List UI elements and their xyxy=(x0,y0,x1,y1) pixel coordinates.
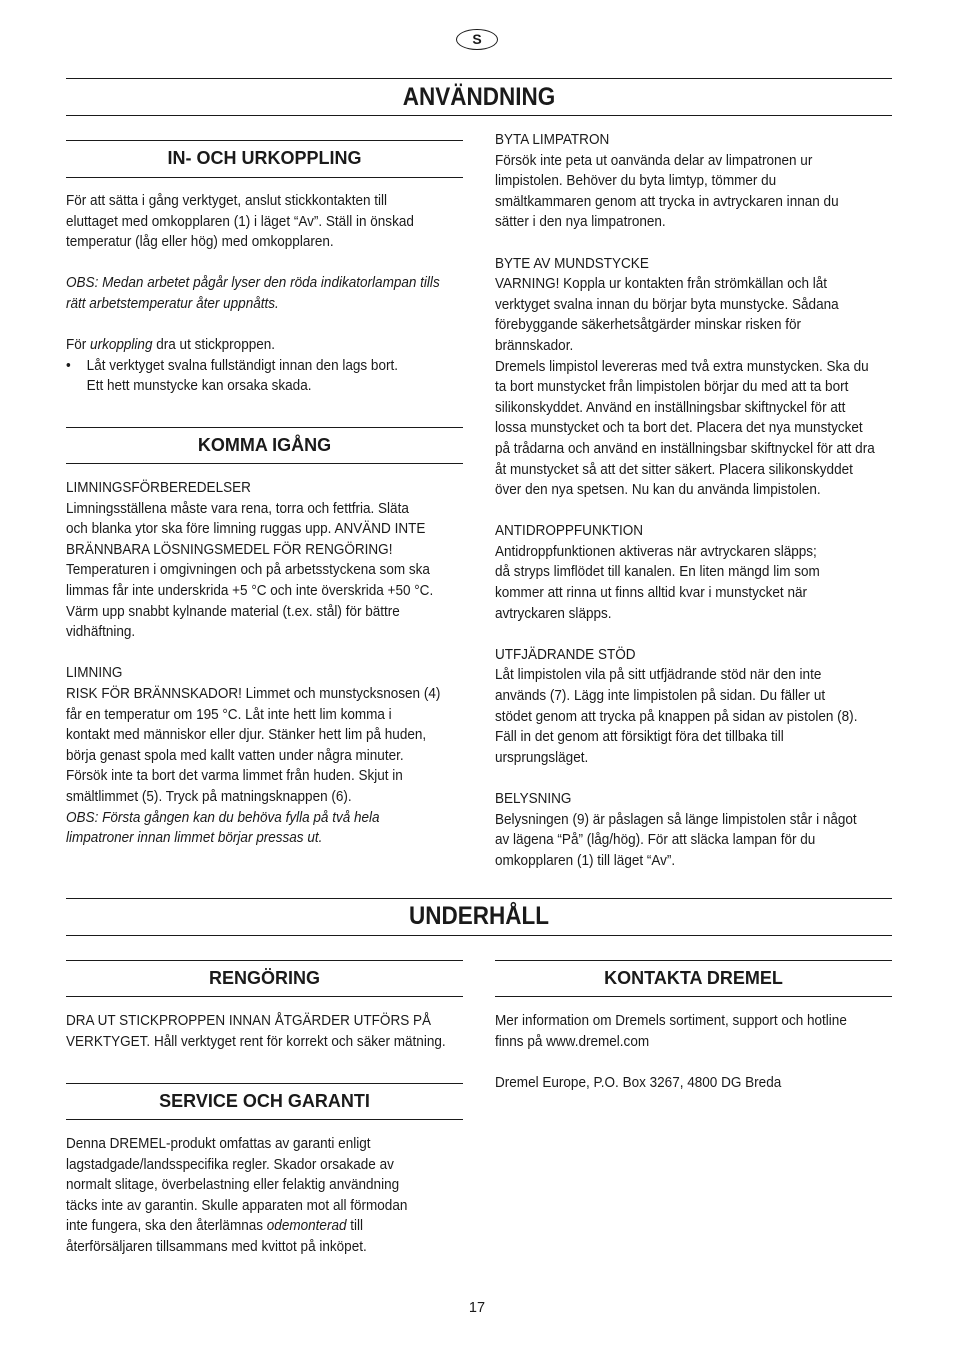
switching-text: För att sätta i gång verktyget, anslut stickkontakten till eluttaget med omkopplaren (1) i läget “Av”. Ställ in önskad temperatur (låg eller hög) med omkopplaren. OBS: Medan arbetet pågår lyser den röda indikatorlampan tills rätt arbetstemperatur åter uppnåtts. För urkoppling dra ut stickproppen. • Låt verktyget svalna fullständigt innan den lags bort. Ett hett munstycke kan orsaka skada. xyxy=(66,193,440,395)
heading-rule xyxy=(495,996,892,997)
section-rule-bottom xyxy=(66,935,892,936)
page-number: 17 xyxy=(468,1300,486,1316)
getting-started-text: LIMNINGSFÖRBEREDELSER Limningsställena måste vara rena, torra och fettfria. Släta och blanka ytor ska före limning ruggas upp. ANVÄND INTE BRÄNNBARA LÖSNINGSMEDEL FÖR RENGÖRING! Temperaturen i omgivningen och på arbetsstyckena som ska limmas får inte underskrida +5 °C och inte överskrida +50 °C. Värm upp snabbt kylnande material (t.ex. stål) för bättre vidhäftning. LIMNING RISK FÖR BRÄNNSKADOR! Limmet och munstycksnosen (4) får en temperatur om 195 °C. Låt inte hett lim komma i kontakt med människor eller djur. Stänker hett lim på huden, börja genast spola med kallt vatten under några minuter. Försök inte ta bort det varma limmet från huden. Skjut in smältlimmet (5). Tryck på matningsknappen (6). OBS: Första gången kan du behöva fylla på två hela limpatroner innan limmet börjar pressas ut. xyxy=(66,480,441,847)
section-rule-top xyxy=(66,898,892,899)
service-text: Denna DREMEL-produkt omfattas av garanti enligt lagstadgade/landsspecifika regler. Skador orsakade av normalt slitage, överbelastning eller felaktig användning täcks inte av garantin. Skulle apparaten mot all förmodan inte fungera, ska den återlämnas odemonterad till återförsäljaren tillsammans med kvittot på inköpet. xyxy=(66,1136,408,1255)
note: OBS: Medan arbetet pågår lyser den röda indikatorlampan tills xyxy=(66,275,440,292)
heading-switching: IN- OCH URKOPPLING xyxy=(167,148,362,168)
heading-rule xyxy=(66,427,463,428)
heading-rule xyxy=(66,463,463,464)
heading-cleaning: RENGÖRING xyxy=(208,968,320,988)
language-badge: S xyxy=(456,29,498,50)
heading-rule xyxy=(66,177,463,178)
heading-rule xyxy=(66,1119,463,1120)
usage-right-column: BYTA LIMPATRON Försök inte peta ut oanvända delar av limpatronen ur limpistolen. Behöver du byta limtyp, tömmer du smältkammaren genom att trycka in avtryckaren innan du sätter i den nya limpatronen. BYTE AV MUNDSTYCKE VARNING! Koppla ur kontakten från strömkällan och låt verktyget svalna innan du börjar byta munstycke. Sådana förebyggande säkerhetsåtgärder minskar risken för brännskador. Dremels limpistol levereras med två extra munstycken. Ska du ta bort munstycket från limpistolen börjar du med att ta bort silikonskyddet. Använd en inställningsbar skiftnyckel för att lossa munstycket och ta bort det. Placera det nya munstycket på trådarna och använd en inställningsbar skiftnyckel för att dra åt munstycket så att det sitter säkert. Placera silikonskyddet över den nya spetsen. Nu kan du använda limpistolen. ANTIDROPPFUNKTION Antidroppfunktionen aktiveras när avtryckaren släpps; då stryps limflödet till kanalen. En liten mängd lim som kommer att rinna ut finns alltid kvar i munstycket när avtryckaren släpps. UTFJÄDRANDE STÖD Låt limpistolen vila på sitt utfjädrande stöd när den inte används (7). Lägg inte limpistolen på sidan. Du fäller ut stödet genom att trycka på knappen på sidan av pistolen (8). Fäll in det genom att försiktigt föra det tillbaka till ursprungsläget. BELYSNING Belysningen (9) är påslagen så länge limpistolen står i något av lägena “På” (låg/hög). För att släcka lampan för du omkopplaren (1) till läget “Av”. xyxy=(495,132,875,869)
list-item: • Låt verktyget svalna fullständigt innan den lags bort. xyxy=(66,357,399,374)
section-rule-bottom xyxy=(66,115,892,116)
heading-rule xyxy=(495,960,892,961)
heading-getting-started: KOMMA IGÅNG xyxy=(197,435,332,455)
maintenance-title: UNDERHÅLL xyxy=(408,902,549,930)
heading-rule xyxy=(66,960,463,961)
heading-contact: KONTAKTA DREMEL xyxy=(604,968,783,988)
section-rule-top xyxy=(66,78,892,79)
cleaning-text: DRA UT STICKPROPPEN INNAN ÅTGÄRDER UTFÖRS PÅ VERKTYGET. Håll verktyget rent för korrekt och säker mätning. xyxy=(66,1013,446,1050)
heading-rule xyxy=(66,140,463,141)
heading-rule xyxy=(66,996,463,997)
heading-rule xyxy=(66,1083,463,1084)
heading-service: SERVICE OCH GARANTI xyxy=(159,1091,370,1111)
contact-text: Mer information om Dremels sortiment, support och hotline finns på www.dremel.com Dremel Europe, P.O. Box 3267, 4800 DG Breda xyxy=(495,1013,847,1091)
usage-title: ANVÄNDNING xyxy=(402,83,556,111)
